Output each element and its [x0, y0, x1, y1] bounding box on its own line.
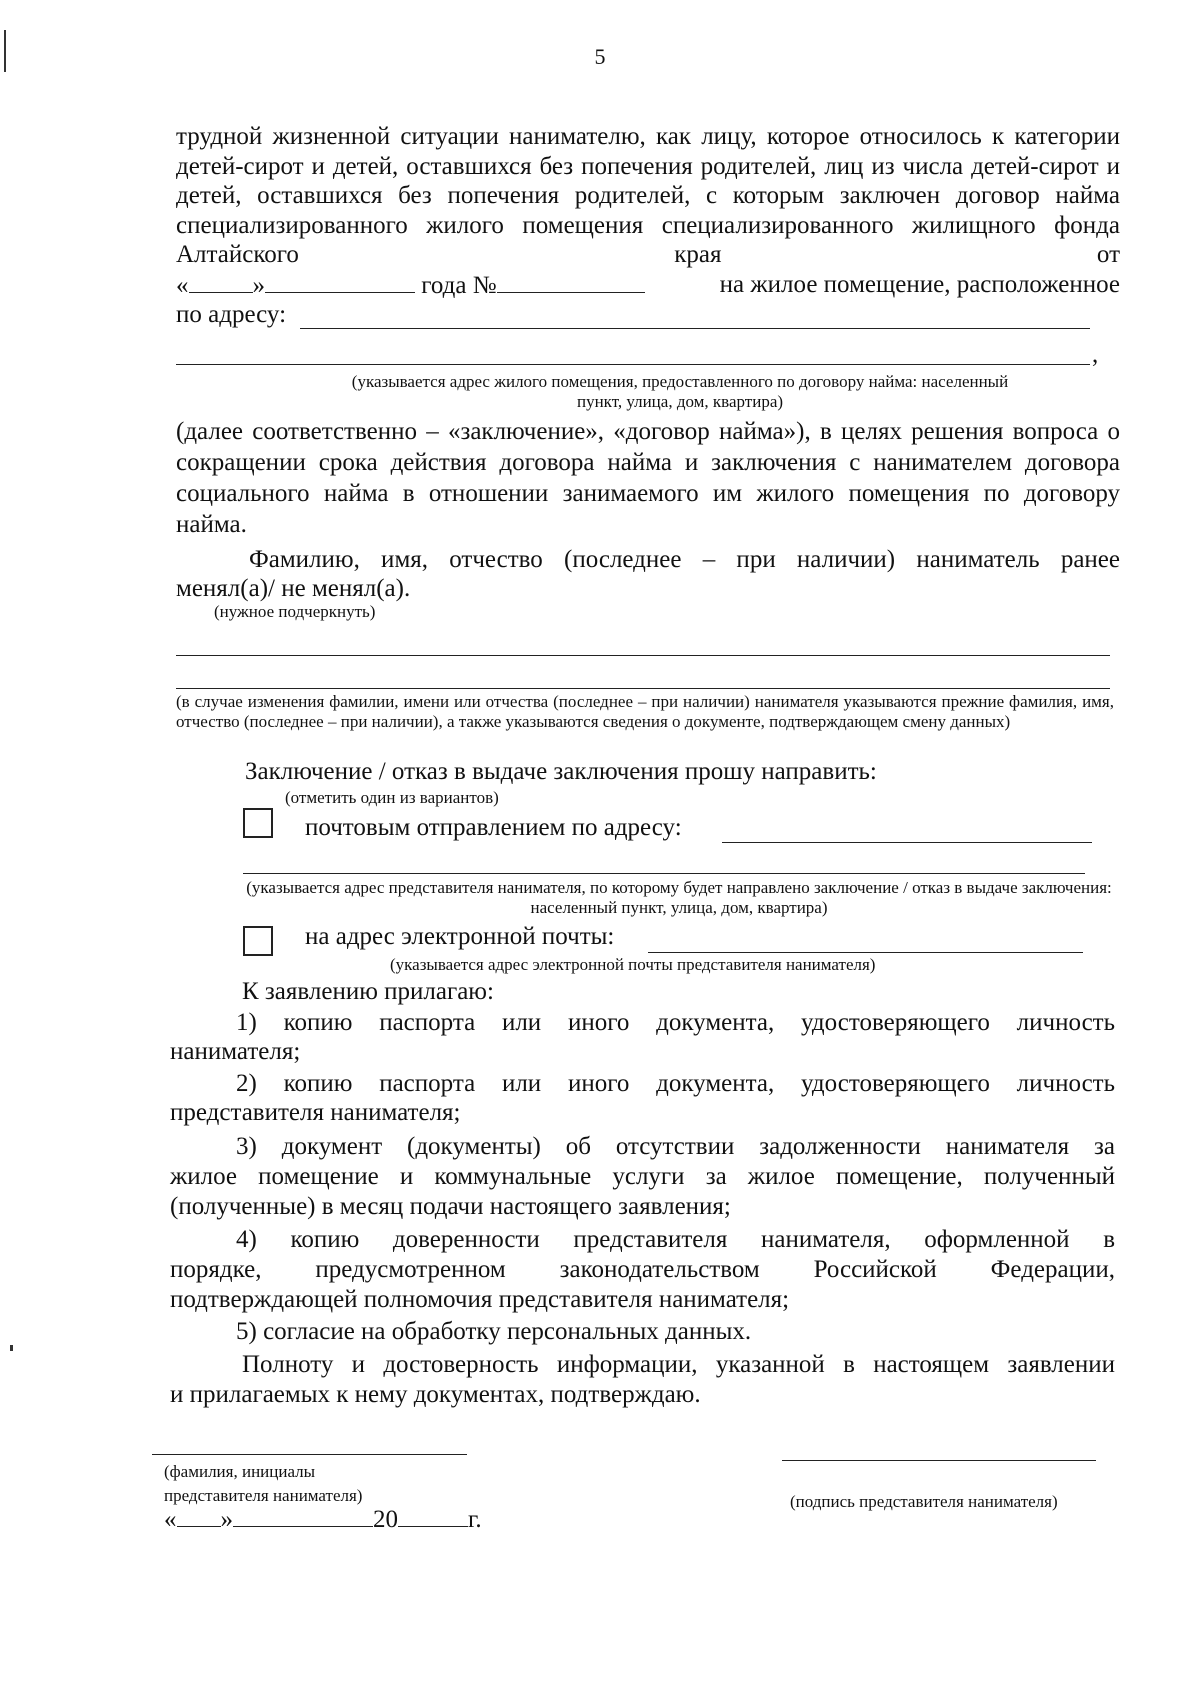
quote-open: «	[176, 272, 189, 299]
email-delivery-label: на адрес электронной почты:	[305, 923, 615, 950]
name-change-hint: (в случае изменения фамилии, имени или отчества (последнее – при наличии) нанимателя указываются прежние фамилия, имя, отчество (последнее – при наличии), а также указываются сведения о документе, подтверждающем смену данных)	[176, 692, 1114, 731]
address-comma: ,	[1092, 341, 1099, 368]
name-initials-hint-line-1: (фамилия, инициалы	[164, 1462, 316, 1481]
paragraph-intro: трудной жизненной ситуации нанимателю, как лицу, которое относилось к категории детей-сирот и детей, оставшихся без попечения родителей, лиц из числа детей-сирот и детей, оставшихся без попечения родителей, с которым заключен договор найма специализированного жилого помещения специализированного жилищного фонда Алтайского края от	[176, 123, 1120, 268]
date-day-blank	[177, 1504, 221, 1527]
date-suffix: г.	[468, 1506, 482, 1533]
confirmation-line-1: Полноту и достоверность информации, указанной в настоящем заявлении	[242, 1351, 1115, 1378]
underline-hint: (нужное подчеркнуть)	[214, 602, 376, 621]
attachment-2-line-1: 2) копию паспорта или иного документа, удостоверяющего личность	[236, 1070, 1115, 1097]
post-address-line-2	[243, 873, 1085, 874]
attachment-3-line-2: жилое помещение и коммунальные услуги за жилое помещение, полученный	[170, 1163, 1115, 1190]
delivery-title: Заключение / отказ в выдаче заключения прошу направить:	[245, 758, 877, 785]
address-hint: (указывается адрес жилого помещения, предоставленного по договору найма: населенный пункт, улица, дом, квартира)	[351, 372, 1009, 411]
name-initials-line	[152, 1454, 467, 1455]
post-address-hint: (указывается адрес представителя нанимателя, по которому будет направлено заключение / отказ в выдаче заключения: населенный пункт, улица, дом, квартира)	[246, 878, 1112, 917]
signature-line	[782, 1460, 1096, 1461]
page-number: 5	[594, 44, 606, 69]
email-delivery-checkbox[interactable]	[243, 926, 273, 956]
attachment-4-line-2: порядке, предусмотренном законодательством Российской Федерации,	[170, 1256, 1115, 1283]
year-number-label: года №	[421, 272, 497, 299]
date-line	[164, 1504, 482, 1535]
month-blank	[265, 270, 415, 293]
attachment-3-line-3: (полученные) в месяц подачи настоящего заявления;	[170, 1193, 731, 1220]
post-delivery-label: почтовым отправлением по адресу:	[305, 814, 682, 841]
quote-close: »	[252, 272, 265, 299]
attachment-1-line-1: 1) копию паспорта или иного документа, удостоверяющего личность	[236, 1009, 1115, 1036]
attachment-4-line-3: подтверждающей полномочия представителя нанимателя;	[170, 1286, 790, 1313]
attachment-5-line-1: 5) согласие на обработку персональных данных.	[236, 1318, 752, 1345]
day-blank	[189, 270, 253, 293]
scan-mark-dot	[10, 1345, 13, 1351]
contract-number-blank	[497, 270, 645, 293]
attachment-4-line-1: 4) копию доверенности представителя нанимателя, оформленной в	[236, 1226, 1115, 1253]
contract-line-tail: на жилое помещение, расположенное	[719, 271, 1120, 298]
attachments-title: К заявлению прилагаю:	[242, 978, 494, 1005]
attachment-3-line-1: 3) документ (документы) об отсутствии задолженности нанимателя за	[236, 1133, 1115, 1160]
post-delivery-checkbox[interactable]	[243, 808, 273, 838]
prev-name-line-2	[176, 688, 1110, 689]
signature-hint: (подпись представителя нанимателя)	[790, 1492, 1058, 1511]
name-change-line-1: Фамилию, имя, отчество (последнее – при наличии) наниматель ранее	[249, 546, 1120, 573]
email-hint: (указывается адрес электронной почты представителя нанимателя)	[390, 955, 876, 974]
date-year-blank	[398, 1504, 468, 1527]
date-quote-close: »	[220, 1506, 233, 1533]
name-change-line-2: менял(а)/ не менял(а).	[176, 575, 411, 602]
post-address-line-1	[722, 842, 1092, 843]
prev-name-line-1	[176, 655, 1110, 656]
date-month-blank	[233, 1504, 373, 1527]
date-quote-open: «	[164, 1506, 177, 1533]
address-line-2	[176, 364, 1090, 365]
address-label: по адресу:	[176, 301, 287, 328]
paragraph-purpose: (далее соответственно – «заключение», «договор найма»), в целях решения вопроса о сокращении срока действия договора найма и заключения с нанимателем договора социального найма в отношении занимаемого им жилого помещения по договору найма.	[176, 418, 1120, 538]
attachment-2-line-2: представителя нанимателя;	[170, 1099, 461, 1126]
confirmation-line-2: и прилагаемых к нему документах, подтверждаю.	[170, 1381, 701, 1408]
address-line-1	[300, 328, 1090, 329]
attachment-1-line-2: нанимателя;	[170, 1038, 301, 1065]
date-century: 20	[373, 1506, 398, 1533]
email-line	[648, 952, 1083, 953]
delivery-hint: (отметить один из вариантов)	[285, 788, 499, 807]
name-initials-hint-line-2: представителя нанимателя)	[164, 1486, 363, 1505]
contract-line	[176, 270, 1120, 301]
